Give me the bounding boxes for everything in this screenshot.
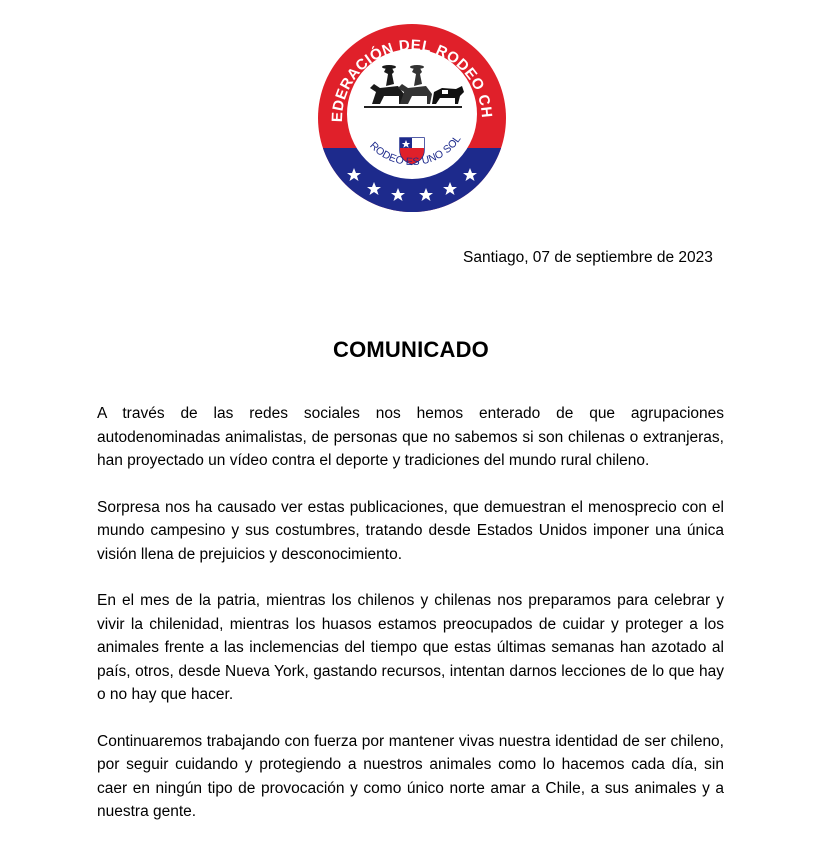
document-date: Santiago, 07 de septiembre de 2023 — [463, 249, 713, 266]
paragraph: A través de las redes sociales nos hemos enterado de que agrupaciones autodenominadas animalistas, de personas que no sabemos si son chilenas o extranjeras, han proyectado un vídeo contra el deporte y tradiciones del mundo rural chileno. — [97, 405, 724, 469]
paragraph: Continuaremos trabajando con fuerza por mantener vivas nuestra identidad de ser chileno, por seguir cuidando y protegiendo a nuestros animales como lo hacemos cada día, sin caer en ningún tipo de provocación y como único norte amar a Chile, a sus animales y a nuestra gente. — [97, 732, 724, 820]
paragraph: Sorpresa nos ha causado ver estas publicaciones, que demuestran el menosprecio con el mundo campesino y sus costumbres, tratando desde Estados Unidos imponer una única visión llena de prejuicios y desconocimiento. — [97, 498, 724, 563]
document-body — [97, 402, 724, 847]
document-title: COMUNICADO — [333, 337, 489, 362]
paragraph: En el mes de la patria, mientras los chilenos y chilenas nos preparamos para celebrar y vivir la chilenidad, mientras los huasos estamos preocupados de cuidar y proteger a los animales frente a las inclemencias del tiempo que estas últimas semanas han azotado al país, otros, desde Nueva York, gastando recursos, intentan darnos lecciones de lo que hay o no hay que hacer. — [97, 592, 724, 703]
svg-text:CONFEDERACIÓN DEL RODEO CHILEN: EDERACIÓN DEL RODEO CH — [328, 36, 496, 123]
confederacion-logo — [314, 22, 510, 214]
svg-text:EL RODEO ES UNO SOLO: RODEO ES UNO SOL — [367, 133, 464, 169]
